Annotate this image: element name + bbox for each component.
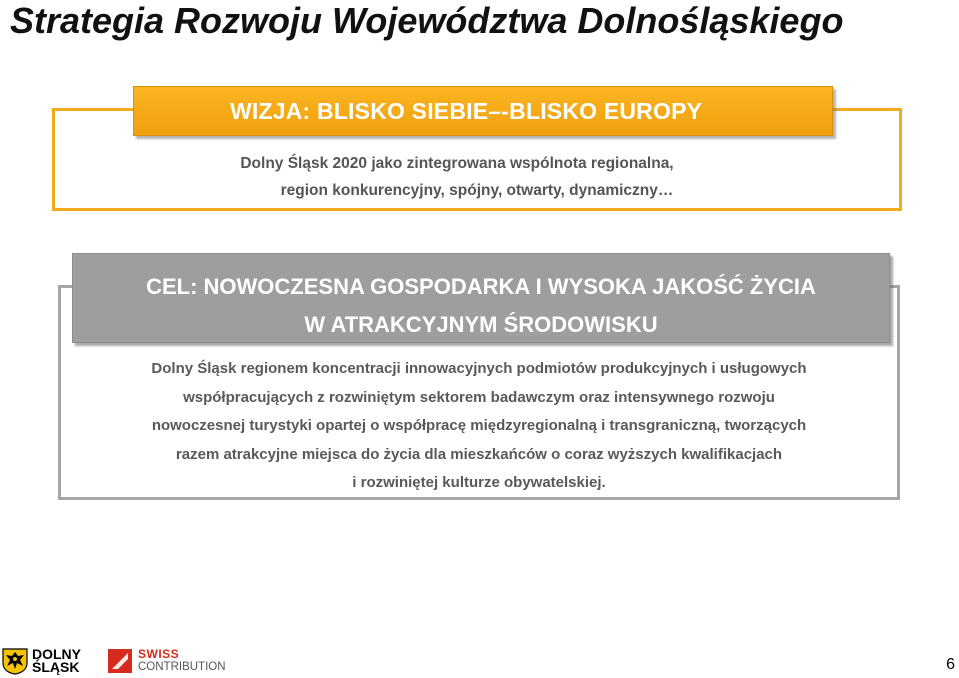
goal-line: nowoczesnej turystyki opartej o współpracę międzyregionalną i transgraniczną, tworzących [151,417,807,434]
goal-heading-line-1: CEL: NOWOCZESNA GOSPODARKA I WYSOKA JAKOŚĆ ŻYCIA [146,274,816,299]
vision-line-2: region konkurencyjny, spójny, otwarty, dynamiczny… [280,182,674,199]
logo-dolny-line-2: ŚLĄSK [32,659,80,675]
vision-text [52,150,902,204]
goal-line: Dolny Śląsk regionem koncentracji innowacyjnych podmiotów produkcyjnych i usługowych [151,360,807,377]
goal-banner [72,253,890,343]
vision-line-1: Dolny Śląsk 2020 jako zintegrowana wspólnota regionalna, [240,155,674,172]
goal-heading-line-2: W ATRAKCYJNYM ŚRODOWISKU [304,312,658,337]
page-title: Strategia Rozwoju Województwa Dolnośląskiego [10,0,844,41]
goal-line: razem atrakcyjne miejsca do życia dla mieszkańców o coraz wyższych kwalifikacjach [175,445,783,463]
goal-line: współpracujących z rozwiniętym sektorem badawczym oraz intensywnego rozwoju [183,388,775,406]
vision-heading: WIZJA: BLISKO SIEBIE–-BLISKO EUROPY [230,97,703,124]
swiss-contribution-logo [108,646,226,676]
eagle-crest-icon [2,647,28,675]
goal-text [66,355,892,498]
swiss-flag-icon [108,649,132,673]
page-number: 6 [946,656,955,673]
vision-banner [133,86,833,136]
logo-swiss-line-2: CONTRIBUTION [138,661,226,673]
goal-line: i rozwiniętej kulturze obywatelskiej. [352,474,606,491]
logo-swiss-line-1: SWISS [138,647,180,661]
logo-dolny-line-1: DOLNY [32,646,81,662]
dolny-slask-logo [2,646,98,676]
